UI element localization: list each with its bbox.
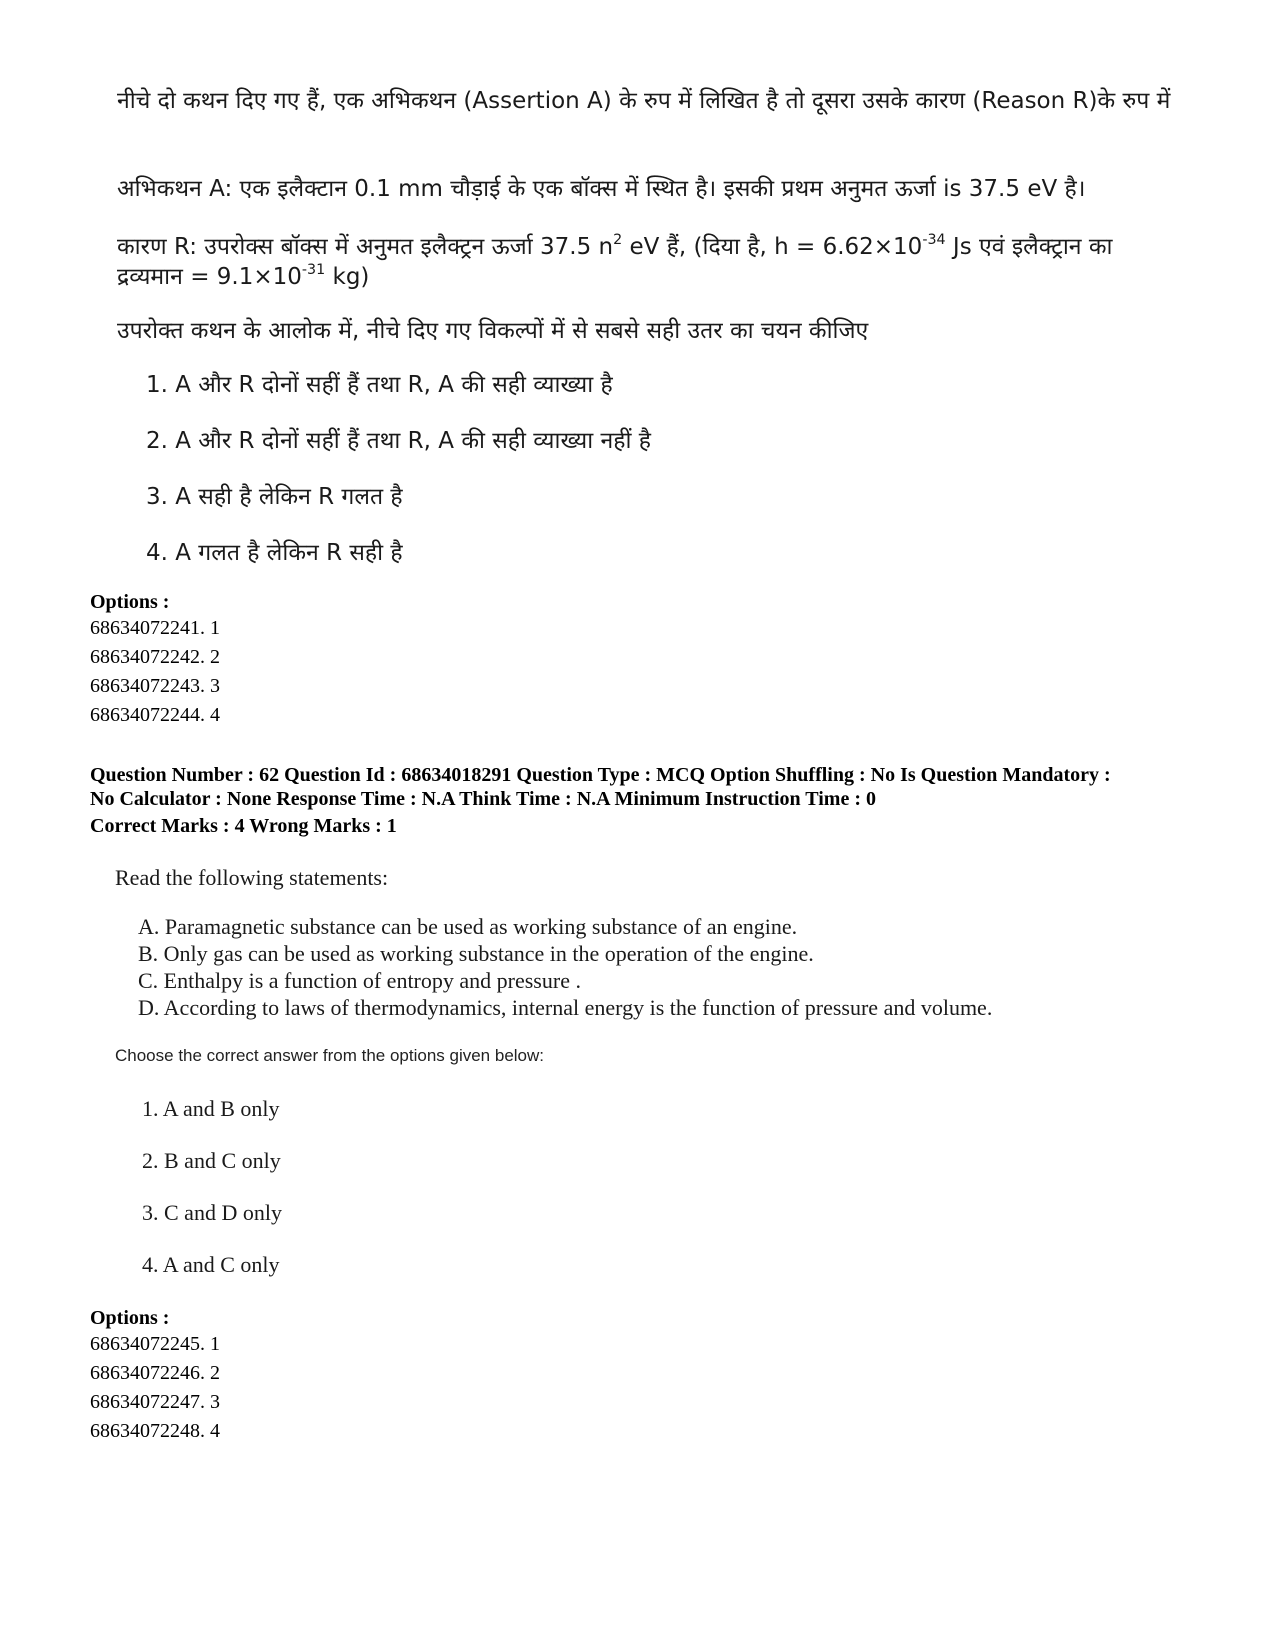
q62-intro: Read the following statements: <box>115 865 389 890</box>
q62-option-3: 68634072247. 3 <box>90 1391 220 1413</box>
q61-choice-1: 1. A और R दोनों सहीं हैं तथा R, A की सही व्याख्या है <box>146 372 613 398</box>
q62-statements <box>138 913 1138 1021</box>
q62-statement-b: B. Only gas can be used as working substance in the operation of the engine. <box>138 941 814 966</box>
q62-statement-d: D. According to laws of thermodynamics, internal energy is the function of pressure and volume. <box>138 995 993 1020</box>
q61-choice-4: 4. A गलत है लेकिन R सही है <box>146 540 403 566</box>
q61-reason-sup2: -34 <box>922 231 946 248</box>
q62-meta-line-1: Question Number : 62 Question Id : 68634018291 Question Type : MCQ Option Shuffling : No Is Question Mandatory : <box>90 764 1111 786</box>
q61-reason-part1: कारण R: उपरोक्स बॉक्स में अनुमत इलैक्ट्रन ऊर्जा 37.5 n <box>117 234 614 260</box>
q61-reason-part5: kg) <box>325 264 370 290</box>
q62-option-4: 68634072248. 4 <box>90 1420 220 1442</box>
q61-choice-2: 2. A और R दोनों सहीं हैं तथा R, A की सही व्याख्या नहीं है <box>146 428 651 454</box>
q62-meta-line-2: No Calculator : None Response Time : N.A Think Time : N.A Minimum Instruction Time : 0 <box>90 788 876 810</box>
q62-choice-3: 3. C and D only <box>142 1200 282 1225</box>
q62-marks: Correct Marks : 4 Wrong Marks : 1 <box>90 815 397 837</box>
q61-reason <box>117 232 1197 292</box>
q61-option-1: 68634072241. 1 <box>90 617 220 639</box>
q61-option-4: 68634072244. 4 <box>90 704 220 726</box>
q61-reason-part4: द्रव्यमान = 9.1×10 <box>117 264 302 290</box>
q62-statement-c: C. Enthalpy is a function of entropy and pressure . <box>138 968 581 993</box>
q62-choice-4: 4. A and C only <box>142 1252 280 1277</box>
q61-reason-part3: Js एवं इलैक्ट्रान का <box>945 234 1113 260</box>
q61-option-2: 68634072242. 2 <box>90 646 220 668</box>
q61-option-3: 68634072243. 3 <box>90 675 220 697</box>
q61-options-label: Options : <box>90 591 170 613</box>
q61-options-list <box>90 614 220 730</box>
q62-choice-2: 2. B and C only <box>142 1148 281 1173</box>
q61-reason-sup1: 2 <box>613 231 623 248</box>
q61-reason-sup3: -31 <box>301 261 326 278</box>
q61-assertion: अभिकथन A: एक इलैक्टान 0.1 mm चौड़ाई के एक बॉक्स में स्थित है। इसकी प्रथम अनुमत ऊर्जा is 37.5 eV है। <box>117 176 1086 202</box>
q62-statement-a: A. Paramagnetic substance can be used as working substance of an engine. <box>138 914 798 939</box>
q61-reason-part2: eV हैं, (दिया है, h = 6.62×10 <box>622 234 923 260</box>
q62-options-label: Options : <box>90 1307 170 1329</box>
q61-choice-3: 3. A सही है लेकिन R गलत है <box>146 484 403 510</box>
q62-option-2: 68634072246. 2 <box>90 1362 220 1384</box>
q61-intro: नीचे दो कथन दिए गए हैं, एक अभिकथन (Assertion A) के रुप में लिखित है तो दूसरा उसके कारण (Reason R)के रुप में <box>117 88 1171 114</box>
q61-instruction: उपरोक्त कथन के आलोक में, नीचे दिए गए विकल्पों में से सबसे सही उतर का चयन कीजिए <box>117 318 869 344</box>
q62-option-1: 68634072245. 1 <box>90 1333 220 1355</box>
q62-instruction: Choose the correct answer from the options given below: <box>115 1046 545 1065</box>
q62-choice-1: 1. A and B only <box>142 1096 280 1121</box>
q62-options-list <box>90 1330 220 1446</box>
